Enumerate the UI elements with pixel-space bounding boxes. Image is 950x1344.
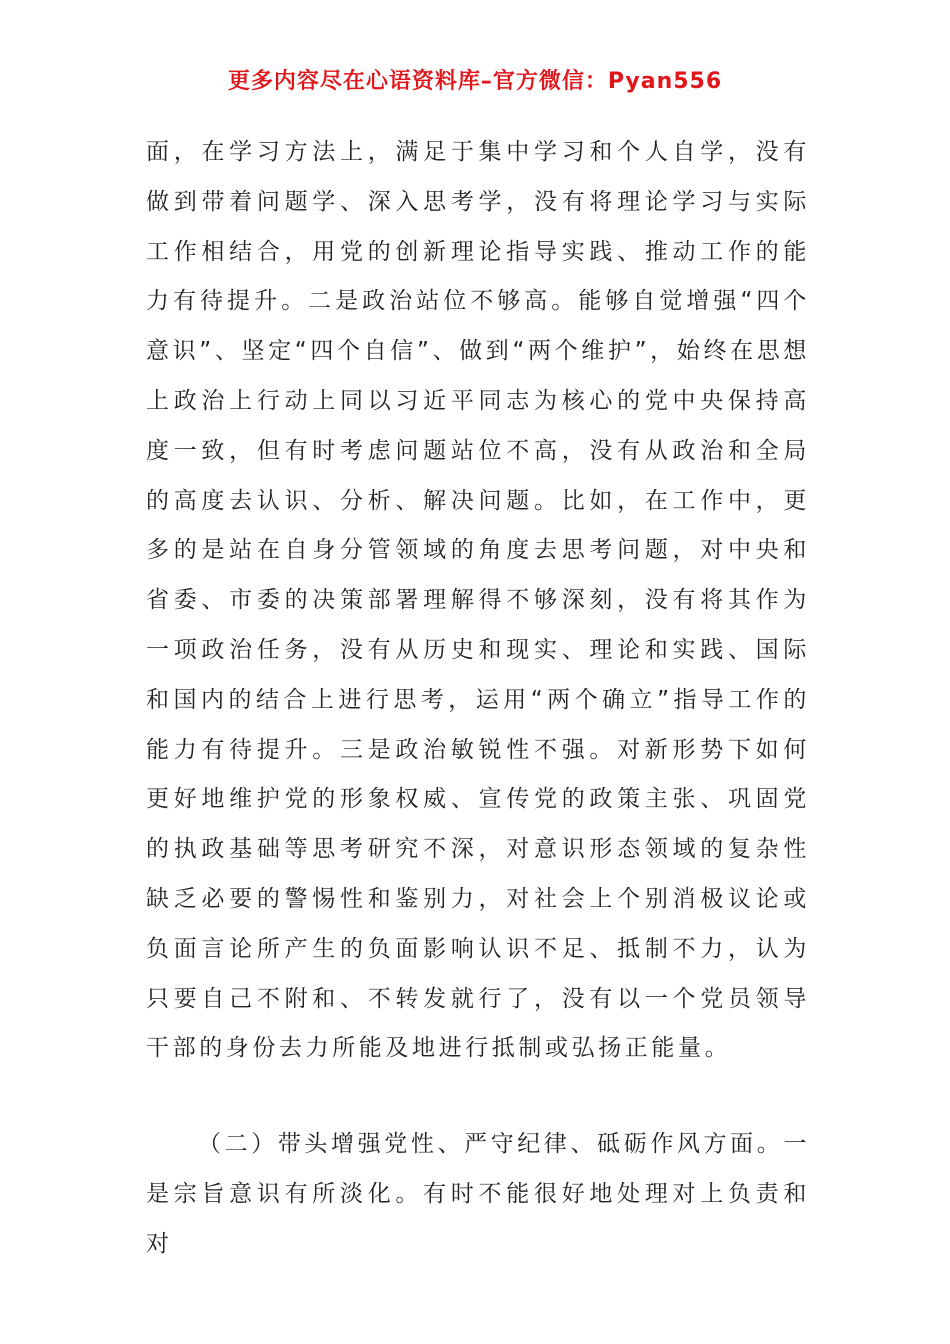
promo-banner: 更多内容尽在心语资料库–官方微信：Pyan556: [227, 69, 723, 94]
document-body: [146, 128, 810, 1270]
paragraph-section-two: （二）带头增强党性、严守纪律、砥砺作风方面。一是宗旨意识有所淡化。有时不能很好地处理对上负责和对: [146, 1131, 810, 1257]
paragraph-continuation: 面，在学习方法上，满足于集中学习和个人自学，没有做到带着问题学、深入思考学，没有将理论学习与实际工作相结合，用党的创新理论指导实践、推动工作的能力有待提升。二是政治站位不够高。能够自觉增强“四个意识”、坚定“四个自信”、做到“两个维护”，始终在思想上政治上行动上同以习近平同志为核心的党中央保持高度一致，但有时考虑问题站位不高，没有从政治和全局的高度去认识、分析、解决问题。比如，在工作中，更多的是站在自身分管领域的角度去思考问题，对中央和省委、市委的决策部署理解得不够深刻，没有将其作为一项政治任务，没有从历史和现实、理论和实践、国际和国内的结合上进行思考，运用“两个确立”指导工作的能力有待提升。三是政治敏锐性不强。对新形势下如何更好地维护党的形象权威、宣传党的政策主张、巩固党的执政基础等思考研究不深，对意识形态领域的复杂性缺乏必要的警惕性和鉴别力，对社会上个别消极议论或负面言论所产生的负面影响认识不足、抵制不力，认为只要自己不附和、不转发就行了，没有以一个党员领导干部的身份去力所能及地进行抵制或弘扬正能量。: [146, 139, 810, 1062]
paragraph-spacing: [146, 1074, 810, 1120]
